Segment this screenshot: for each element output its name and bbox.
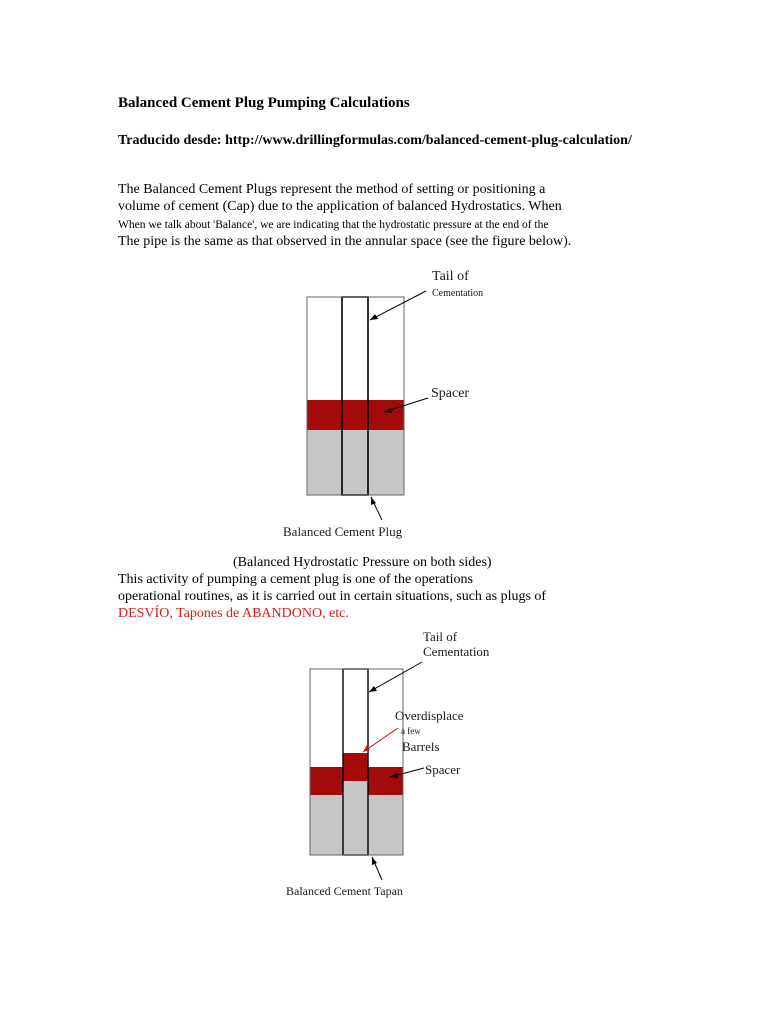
fig2-tail-label-2: Cementation bbox=[423, 644, 490, 659]
intro-line-4: The pipe is the same as that observed in the annular space (see the figure below). bbox=[118, 234, 572, 249]
source-prefix: Traducido desde: bbox=[118, 133, 226, 148]
fig1-tail-label-1: Tail of bbox=[432, 269, 469, 284]
fig2-over-label-1: Overdisplace bbox=[395, 708, 464, 723]
fig2-spacer-label: Spacer bbox=[425, 762, 461, 777]
source-url[interactable]: http://www.drillingformulas.com/balanced-cement-plug-calculation/ bbox=[225, 133, 632, 148]
activity-red-line: DESVÍO, Tapones de ABANDONO, etc. bbox=[118, 606, 349, 621]
intro-line-3: When we talk about 'Balance', we are indicating that the hydrostatic pressure at the end of the bbox=[118, 219, 549, 231]
fig2-over-label-3: Barrels bbox=[402, 739, 440, 754]
activity-line-2: operational routines, as it is carried out in certain situations, such as plugs of bbox=[118, 589, 547, 604]
pipe2-spacer bbox=[343, 753, 368, 781]
intro-line-1: The Balanced Cement Plugs represent the method of setting or positioning a bbox=[118, 182, 546, 197]
pipe2-cement bbox=[343, 781, 368, 855]
activity-line-1: This activity of pumping a cement plug is one of the operations bbox=[118, 572, 473, 587]
page-title: Balanced Cement Plug Pumping Calculations bbox=[118, 95, 410, 111]
fig2-bottom-label: Balanced Cement Tapan bbox=[286, 884, 403, 898]
figure-caption: (Balanced Hydrostatic Pressure on both sides) bbox=[233, 555, 492, 570]
fig2-over-label-2: a few bbox=[401, 726, 421, 736]
fig2-tail-label-1: Tail of bbox=[423, 629, 458, 644]
bottom2-arrowhead bbox=[372, 857, 377, 865]
fig1-bottom-label: Balanced Cement Plug bbox=[283, 524, 403, 539]
fig1-tail-label-2: Cementation bbox=[432, 288, 484, 299]
fig1-spacer-label: Spacer bbox=[431, 386, 470, 401]
intro-line-2: volume of cement (Cap) due to the application of balanced Hydrostatics. When bbox=[118, 199, 562, 214]
